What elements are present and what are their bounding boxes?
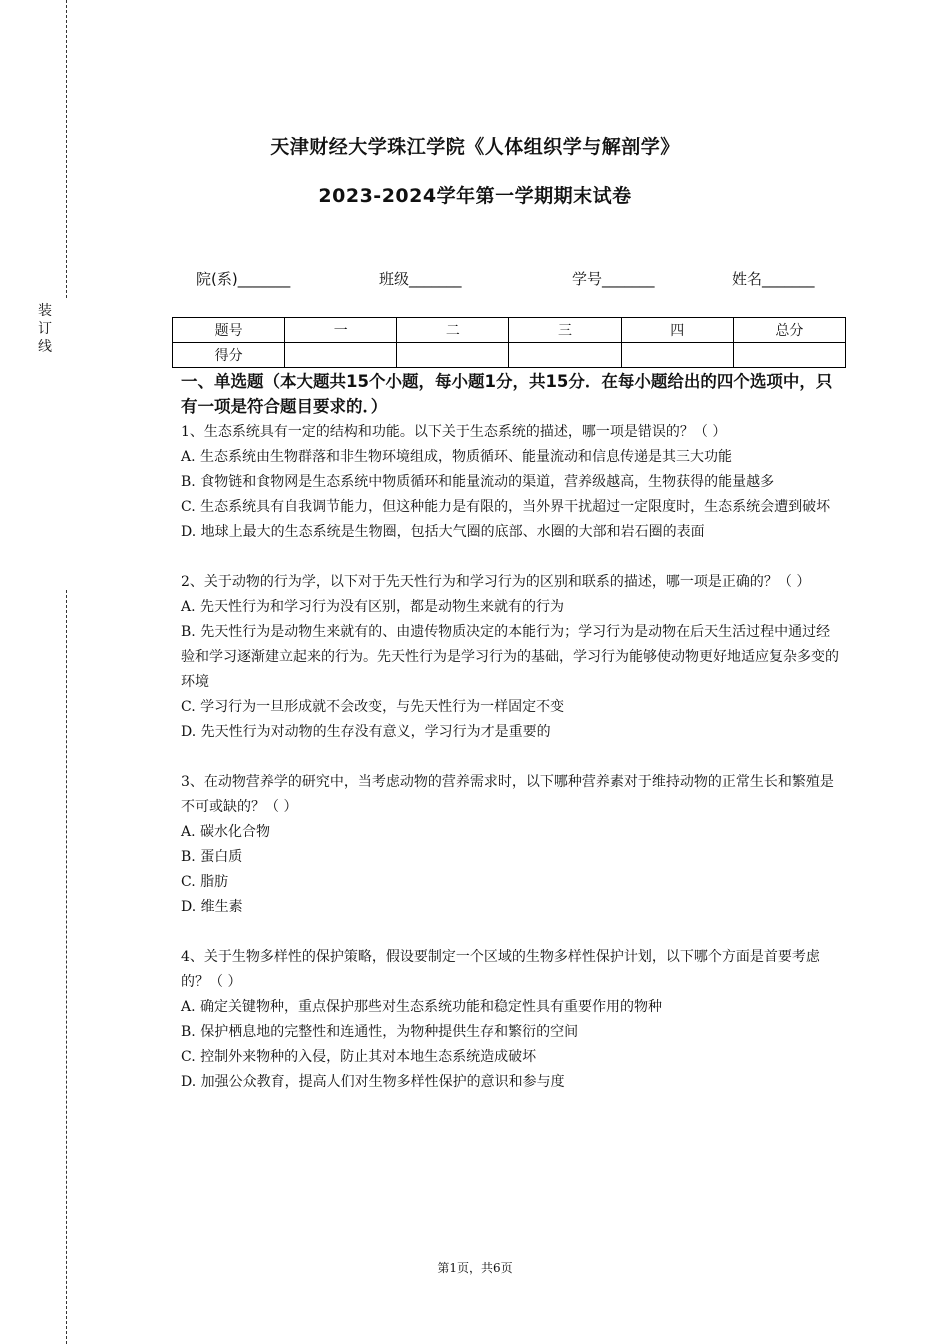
exam-content: [181, 369, 841, 1120]
score-table-header-cell: 总分: [733, 318, 845, 343]
option-c: C. 生态系统具有自我调节能力，但这种能力是有限的，当外界干扰超过一定限度时，生态系统会遭到破坏: [181, 499, 831, 515]
question-stem: 2、关于动物的行为学，以下对于先天性行为和学习行为的区别和联系的描述，哪一项是正确的？（ ）: [181, 574, 811, 590]
score-table-header-cell: 四: [621, 318, 733, 343]
page-footer: 第1页，共6页: [437, 1261, 513, 1275]
score-cell[interactable]: [397, 343, 509, 368]
option-b: B. 保护栖息地的完整性和连通性，为物种提供生存和繁衍的空间: [181, 1024, 579, 1040]
option-d: D. 先天性行为对动物的生存没有意义，学习行为才是重要的: [181, 724, 551, 740]
option-a: A. 确定关键物种，重点保护那些对生态系统功能和稳定性具有重要作用的物种: [181, 999, 663, 1015]
question-2: [181, 570, 841, 745]
option-a: A. 先天性行为和学习行为没有区别，都是动物生来就有的行为: [181, 599, 565, 615]
question-stem: 4、关于生物多样性的保护策略，假设要制定一个区域的生物多样性保护计划，以下哪个方面是首要考虑的？（ ）: [181, 949, 820, 990]
score-table-header-row: [173, 318, 846, 343]
student-id-field: 学号_______: [572, 270, 655, 288]
question-stem: 1、生态系统具有一定的结构和功能。以下关于生态系统的描述，哪一项是错误的？（ ）: [181, 424, 727, 440]
option-a: A. 碳水化合物: [181, 824, 271, 840]
option-c: C. 学习行为一旦形成就不会改变，与先天性行为一样固定不变: [181, 699, 565, 715]
score-cell[interactable]: [733, 343, 845, 368]
score-table-header-cell: 二: [397, 318, 509, 343]
binding-label: 装 订 线: [38, 303, 52, 355]
option-b: B. 先天性行为是动物生来就有的、由遗传物质决定的本能行为；学习行为是动物在后天生活过程中通过经验和学习逐渐建立起来的行为。先天性行为是学习行为的基础，学习行为能够使动物更好地适应复杂多变的环境: [181, 624, 839, 690]
class-field: 班级_______: [379, 270, 462, 288]
score-cell[interactable]: [621, 343, 733, 368]
option-b: B. 食物链和食物网是生态系统中物质循环和能量流动的渠道，营养级越高，生物获得的能量越多: [181, 474, 775, 490]
score-table-header-cell: 三: [509, 318, 621, 343]
exam-title-line1: 天津财经大学珠江学院《人体组织学与解剖学》: [270, 136, 680, 158]
option-c: C. 控制外来物种的入侵，防止其对本地生态系统造成破坏: [181, 1049, 537, 1065]
option-b: B. 蛋白质: [181, 849, 243, 865]
binding-line-bottom: [66, 590, 67, 1344]
option-a: A. 生态系统由生物群落和非生物环境组成，物质循环、能量流动和信息传递是其三大功能: [181, 449, 733, 465]
option-d: D. 维生素: [181, 899, 243, 915]
section-heading: 一、单选题（本大题共15个小题，每小题1分，共15分．在每小题给出的四个选项中，只有一项是符合题目要求的．）: [181, 372, 833, 416]
option-d: D. 加强公众教育，提高人们对生物多样性保护的意识和参与度: [181, 1074, 565, 1090]
department-field: 院(系)_______: [196, 270, 291, 288]
question-4: [181, 945, 841, 1095]
score-table-header-cell: 题号: [173, 318, 285, 343]
score-table-score-row: [173, 343, 846, 368]
score-cell[interactable]: [285, 343, 397, 368]
exam-title-line2: 2023-2024学年第一学期期末试卷: [318, 185, 632, 207]
score-table-header-cell: 一: [285, 318, 397, 343]
question-1: [181, 420, 841, 545]
question-stem: 3、在动物营养学的研究中，当考虑动物的营养需求时，以下哪种营养素对于维持动物的正常生长和繁殖是不可或缺的？（ ）: [181, 774, 834, 815]
option-c: C. 脂肪: [181, 874, 229, 890]
score-row-label: 得分: [173, 343, 285, 368]
question-3: [181, 770, 841, 920]
score-table: [172, 317, 846, 368]
name-field: 姓名_______: [732, 270, 815, 288]
option-d: D. 地球上最大的生态系统是生物圈，包括大气圈的底部、水圈的大部和岩石圈的表面: [181, 524, 705, 540]
score-cell[interactable]: [509, 343, 621, 368]
